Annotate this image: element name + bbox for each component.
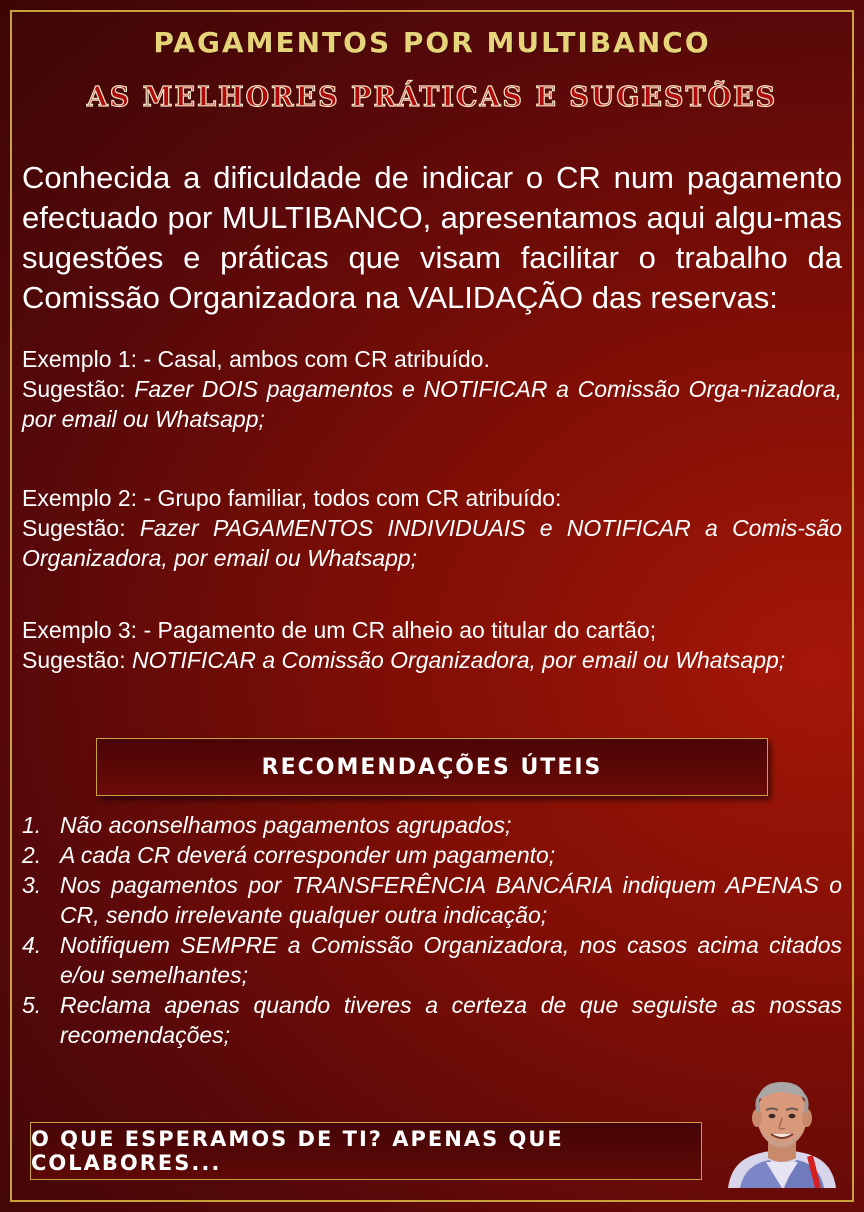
list-item [22,990,842,1050]
page-title: PAGAMENTOS POR MULTIBANCO [153,26,711,59]
list-item [22,870,842,930]
example-suggestion [22,374,842,434]
page-subtitle: AS MELHORES PRÁTICAS E SUGESTÕES [86,82,778,113]
portrait-illustration [722,1072,842,1188]
recommendations-title: RECOMENDAÇÕES ÚTEIS [261,754,603,780]
list-item-number: 1. [22,812,42,838]
list-item-number: 3. [22,872,42,898]
example-heading: Exemplo 2: - Grupo familiar, todos com CR atribuído: [22,485,562,511]
list-item-text: Não aconselhamos pagamentos agrupados; [60,812,512,838]
example-3 [22,615,842,675]
example-2 [22,483,842,573]
example-heading: Exemplo 1: - Casal, ambos com CR atribuído. [22,346,490,372]
closing-banner [30,1122,702,1180]
list-item-number: 2. [22,842,42,868]
example-1 [22,344,842,434]
suggestion-text: Fazer DOIS pagamentos e NOTIFICAR a Comissão Orga-nizadora, por email ou Whatsapp; [22,376,842,432]
closing-message: O QUE ESPERAMOS DE TI? APENAS QUE COLABORES... [31,1127,564,1175]
example-suggestion [22,513,842,573]
list-item-text: Nos pagamentos por TRANSFERÊNCIA BANCÁRIA indiquem APENAS o CR, sendo irrelevante qualquer outra indicação; [60,872,842,928]
example-suggestion [22,645,842,675]
list-item-number: 5. [22,992,42,1018]
list-item-text: A cada CR deverá corresponder um pagamento; [60,842,556,868]
suggestion-text: Fazer PAGAMENTOS INDIVIDUAIS e NOTIFICAR a Comis-são Organizadora, por email ou Whatsapp; [22,515,842,571]
list-item-number: 4. [22,932,42,958]
recommendations-list [22,810,842,1050]
suggestion-label: Sugestão: [22,376,126,402]
list-item [22,930,842,990]
list-item [22,840,842,870]
list-item-text: Reclama apenas quando tiveres a certeza de que seguiste as nossas recomendações; [60,992,842,1048]
suggestion-label: Sugestão: [22,515,126,541]
portrait-photo [722,1072,842,1188]
suggestion-label: Sugestão: [22,647,126,673]
example-heading: Exemplo 3: - Pagamento de um CR alheio ao titular do cartão; [22,617,657,643]
list-item [22,810,842,840]
suggestion-text: NOTIFICAR a Comissão Organizadora, por email ou Whatsapp; [131,647,786,673]
intro-paragraph: Conhecida a dificuldade de indicar o CR num pagamento efectuado por MULTIBANCO, apresentamos aqui algu-mas sugestões e práticas que visam facilitar o trabalho da Comissão Organizadora na VALIDAÇÃO das reservas: [22,160,842,315]
list-item-text: Notifiquem SEMPRE a Comissão Organizadora, nos casos acima citados e/ou semelhantes; [60,932,842,988]
recommendations-banner [96,738,768,796]
